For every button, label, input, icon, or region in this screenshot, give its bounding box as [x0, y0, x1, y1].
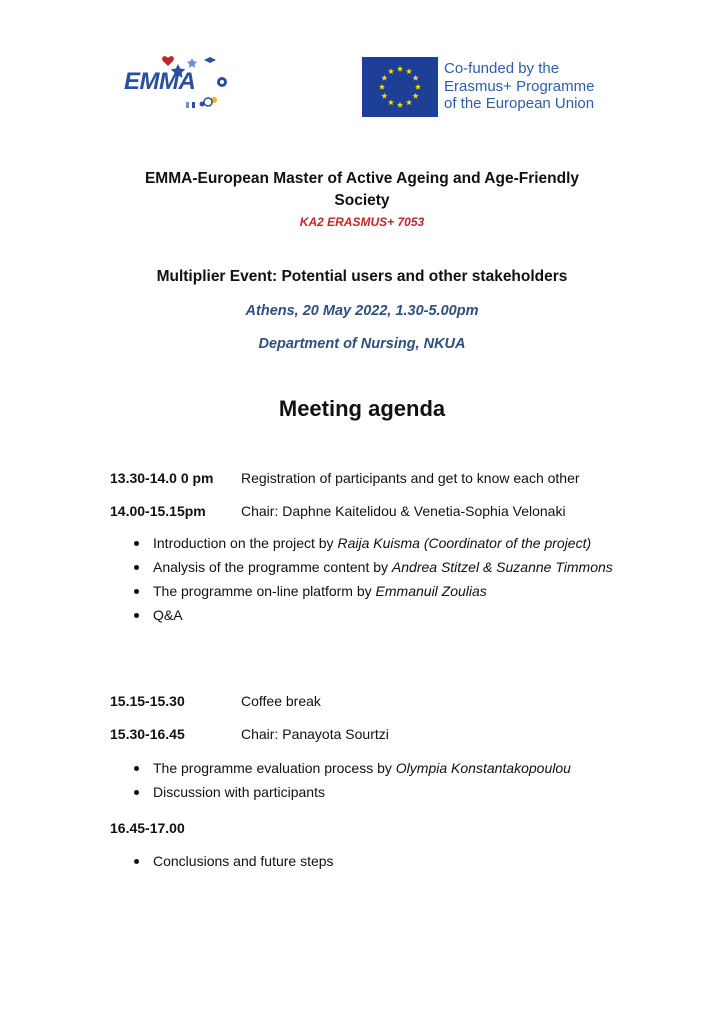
title-line: EMMA-European Master of Active Ageing and Age-Friendly [144, 170, 580, 187]
eu-star-icon [413, 75, 419, 81]
eu-text-line: of the European Union [444, 95, 595, 112]
bullet-icon [134, 766, 139, 771]
item-text: The programme on-line platform by [153, 583, 376, 599]
eu-text-line: Co-funded by the [444, 60, 560, 77]
slot-description: Chair: Panayota Sourtzi [241, 726, 389, 742]
list-item [134, 532, 649, 555]
project-code: KA2 ERASMUS+ 7053 [299, 215, 425, 229]
list-item [134, 556, 649, 579]
slot-description: Coffee break [241, 693, 321, 709]
slot-time: 15.30-16.45 [110, 726, 185, 742]
bullet-icon [134, 565, 139, 570]
event-name: Multiplier Event: Potential users and other stakeholders [156, 268, 568, 285]
slot-description: Chair: Daphne Kaitelidou & Venetia-Sophia Velonaki [241, 503, 566, 519]
slot-time: 16.45-17.00 [110, 820, 185, 836]
eu-cofunded-badge [362, 57, 662, 117]
bullet-icon [134, 790, 139, 795]
eu-star-icon [406, 68, 412, 74]
eu-flag-icon [362, 57, 438, 117]
event-venue: Department of Nursing, NKUA [258, 336, 466, 352]
item-person: Olympia Konstantakopoulou [395, 760, 571, 776]
event-place-date: Athens, 20 May 2022, 1.30-5.00pm [245, 303, 479, 319]
emma-logo [118, 50, 236, 116]
item-text: Conclusions and future steps [153, 853, 334, 869]
title-line: Society [334, 192, 390, 209]
eu-star-icon [397, 102, 403, 108]
eu-star-icon [388, 99, 394, 105]
eu-star-icon [397, 66, 403, 72]
emma-logo-wordmark: EMMA [124, 68, 196, 95]
list-item [134, 850, 649, 873]
item-person: Raija Kuisma (Coordinator of the project) [337, 535, 592, 551]
bullet-icon [134, 589, 139, 594]
eu-star-icon [406, 99, 412, 105]
agenda-bullet-list [134, 850, 649, 874]
agenda-heading: Meeting agenda [278, 396, 446, 421]
bullet-icon [134, 859, 139, 864]
list-item [134, 757, 649, 780]
eu-star-icon [381, 75, 387, 81]
eu-star-icon [413, 93, 419, 99]
list-item [134, 604, 649, 627]
eu-star-icon [388, 68, 394, 74]
slot-time: 15.15-15.30 [110, 693, 185, 709]
item-text: Discussion with participants [153, 784, 325, 800]
agenda-bullet-list [134, 757, 649, 805]
agenda-bullet-list [134, 532, 649, 628]
slot-time: 13.30-14.0 0 pm [110, 470, 214, 486]
item-text: Q&A [153, 607, 183, 623]
eu-star-icon [381, 93, 387, 99]
item-person: Andrea Stitzel & Suzanne Timmons [391, 559, 613, 575]
eu-text-line: Erasmus+ Programme [444, 77, 595, 95]
slot-time: 14.00-15.15pm [110, 503, 206, 519]
eu-star-icon [379, 84, 385, 90]
list-item [134, 781, 649, 804]
item-person: Emmanuil Zoulias [375, 583, 487, 599]
bullet-icon [134, 613, 139, 618]
bullet-icon [134, 541, 139, 546]
eu-star-icon [415, 84, 421, 90]
eu-cofunded-text [444, 60, 594, 113]
document-title [0, 168, 724, 212]
list-item [134, 580, 649, 603]
item-text: The programme evaluation process by [153, 760, 396, 776]
item-text: Introduction on the project by [153, 535, 338, 551]
item-text: Analysis of the programme content by [153, 559, 392, 575]
slot-description: Registration of participants and get to know each other [241, 470, 580, 486]
